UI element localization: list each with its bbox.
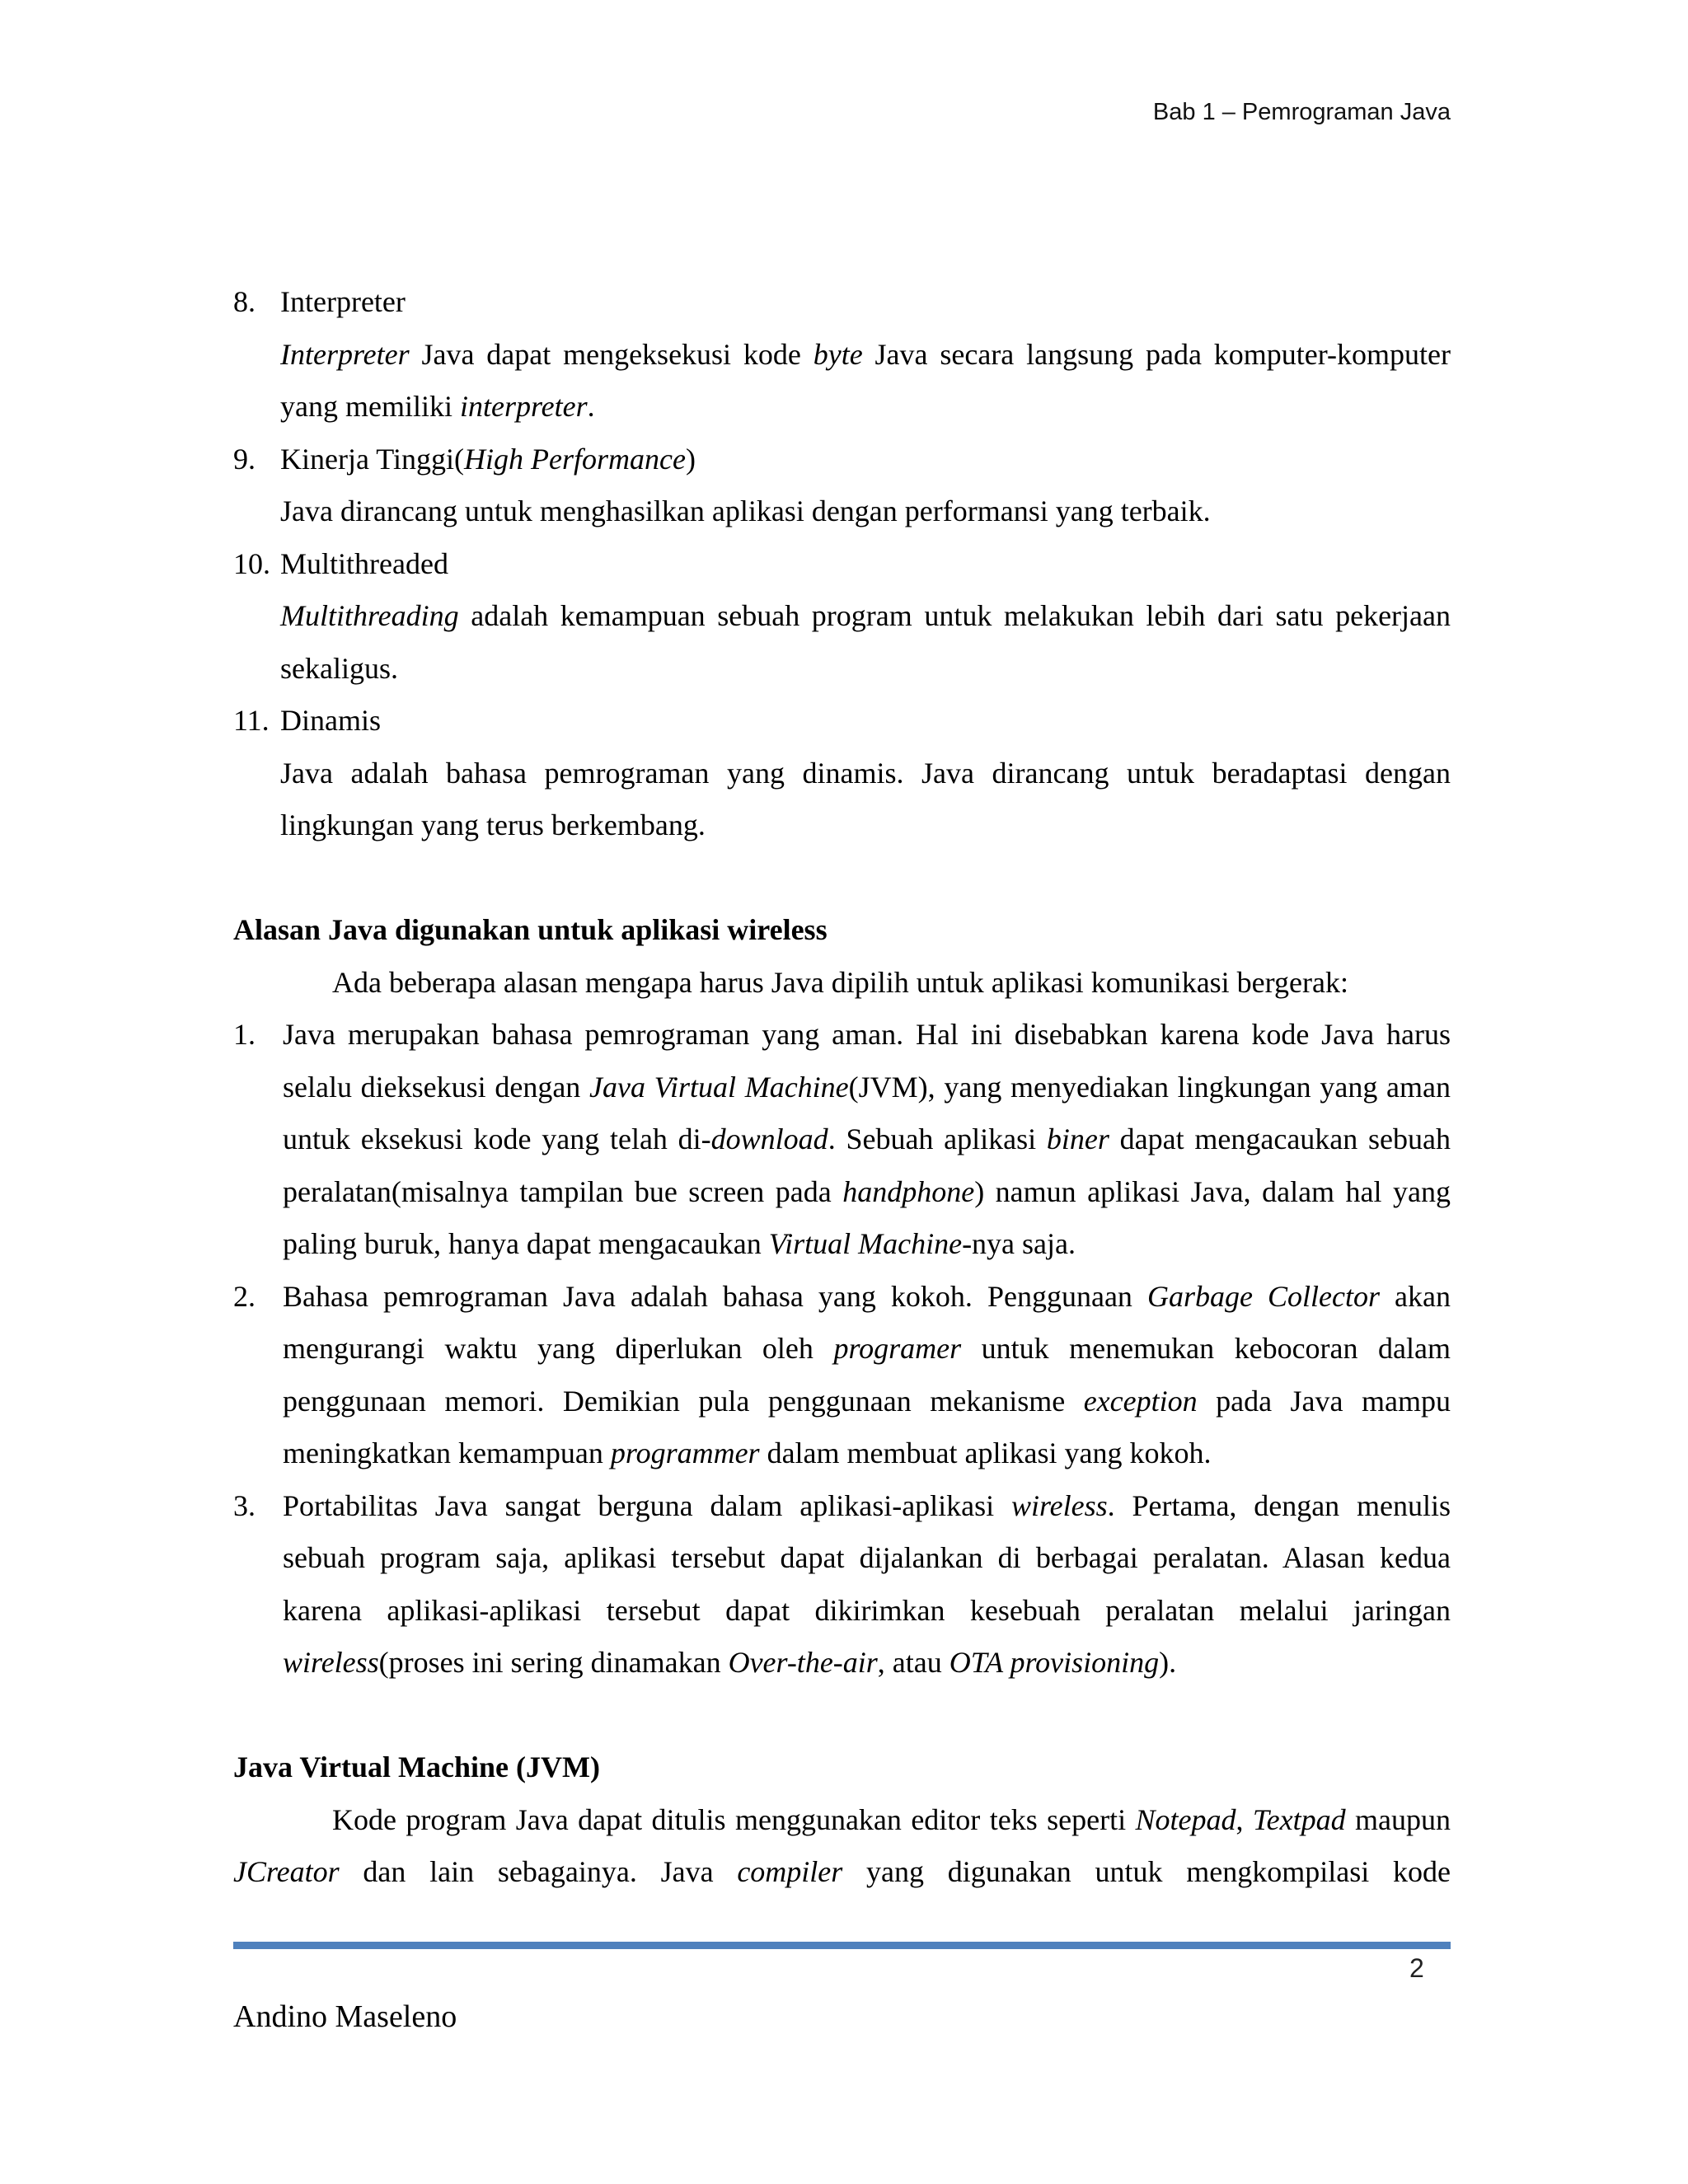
feature-title: Interpreter xyxy=(280,285,406,318)
feature-description-8 xyxy=(280,329,1451,434)
list-number: 11. xyxy=(233,704,270,737)
text: . xyxy=(587,390,595,423)
section-heading-wireless: Alasan Java digunakan untuk aplikasi wireless xyxy=(233,913,828,946)
text: Kinerja Tinggi( xyxy=(280,442,465,476)
emphasis: interpreter xyxy=(459,390,588,423)
text: Java secara langsung pada komputer-komputer yang memiliki xyxy=(280,337,1451,423)
page-body xyxy=(233,276,1451,1899)
list-number: 3. xyxy=(233,1488,256,1522)
list-number: 10. xyxy=(233,546,270,580)
footer-rule xyxy=(233,1942,1451,1949)
section-heading-jvm: Java Virtual Machine (JVM) xyxy=(233,1750,600,1783)
reason-text: Portabilitas Java sangat berguna dalam aplikasi-aplikasi wireless. Pertama, dengan menulis sebuah program saja, aplikasi tersebut dapat dijalankan di berbagai peralatan. Alasan kedua karena aplikasi-aplikasi tersebut dapat dikirimkan kesebuah peralatan melalui jaringan wireless(proses ini sering dinamakan Over-the-air, atau OTA provisioning). xyxy=(283,1488,1451,1679)
feature-description-11: Java adalah bahasa pemrograman yang dinamis. Java dirancang untuk beradaptasi dengan lingkungan yang terus berkembang. xyxy=(280,756,1451,841)
list-number: 9. xyxy=(233,442,256,476)
emphasis: Multithreading xyxy=(280,599,459,632)
feature-title: Multithreaded xyxy=(280,546,448,580)
feature-title: Dinamis xyxy=(280,704,381,737)
list-number: 1. xyxy=(233,1018,256,1051)
page-number: 2 xyxy=(1409,1953,1424,1983)
text: Java dapat mengeksekusi kode xyxy=(409,337,814,371)
reason-item-1 xyxy=(233,1009,1451,1271)
text: adalah kemampuan sebuah program untuk melakukan lebih dari satu pekerjaan sekaligus. xyxy=(280,599,1451,685)
jvm-paragraph: Kode program Java dapat ditulis menggunakan editor teks seperti Notepad, Textpad maupun JCreator dan lain sebagainya. Java compiler yang digunakan untuk mengkompilasi kode xyxy=(233,1802,1451,1888)
list-number: 2. xyxy=(233,1279,256,1313)
feature-item-11 xyxy=(233,695,1451,748)
feature-description-10 xyxy=(280,590,1451,695)
reason-text: Java merupakan bahasa pemrograman yang aman. Hal ini disebabkan karena kode Java harus selalu dieksekusi dengan Java Virtual Machine(JVM), yang menyediakan lingkungan yang aman untuk eksekusi kode yang telah di-download. Sebuah aplikasi biner dapat mengacaukan sebuah peralatan(misalnya tampilan bue screen pada handphone) namun aplikasi Java, dalam hal yang paling buruk, hanya dapat mengacaukan Virtual Machine-nya saja. xyxy=(283,1018,1451,1260)
feature-item-8 xyxy=(233,276,1451,329)
feature-description-9: Java dirancang untuk menghasilkan aplikasi dengan performansi yang terbaik. xyxy=(280,494,1211,527)
reason-text: Bahasa pemrograman Java adalah bahasa yang kokoh. Penggunaan Garbage Collector akan mengurangi waktu yang diperlukan oleh programer untuk menemukan kebocoran dalam penggunaan memori. Demikian pula penggunaan mekanisme exception pada Java mampu meningkatkan kemampuan programmer dalam membuat aplikasi yang kokoh. xyxy=(283,1279,1451,1469)
reason-item-2 xyxy=(233,1271,1451,1480)
emphasis: Interpreter xyxy=(280,337,410,371)
feature-title xyxy=(280,434,696,486)
running-header: Bab 1 – Pemrograman Java xyxy=(1152,99,1451,125)
reason-item-3 xyxy=(233,1480,1451,1690)
text: ) xyxy=(685,442,696,476)
feature-item-9 xyxy=(233,434,1451,486)
list-number: 8. xyxy=(233,285,256,318)
footer-author: Andino Maseleno xyxy=(233,1999,457,2034)
emphasis: High Performance xyxy=(464,442,686,476)
feature-item-10 xyxy=(233,538,1451,591)
section-intro: Ada beberapa alasan mengapa harus Java dipilih untuk aplikasi komunikasi bergerak: xyxy=(332,965,1348,999)
emphasis: byte xyxy=(813,337,863,371)
